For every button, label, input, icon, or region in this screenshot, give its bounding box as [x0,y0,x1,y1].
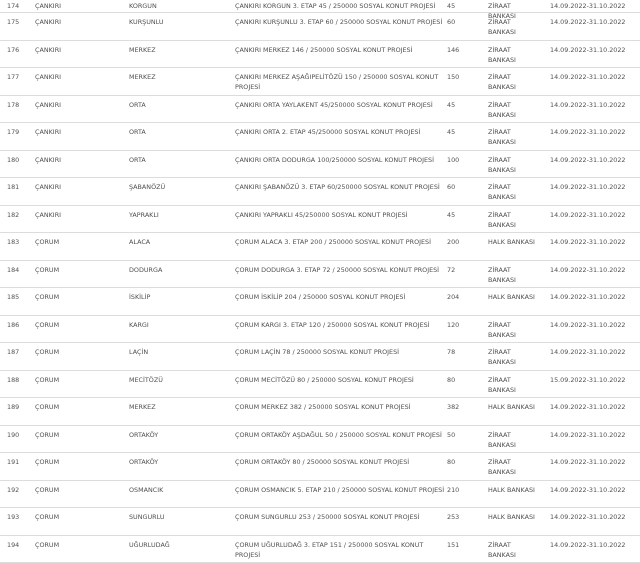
bank-cell: ZİRAAT BANKASI [488,320,538,340]
unit-count-cell: 200 [447,237,459,247]
district-cell: ORTAKÖY [129,430,158,440]
unit-count-cell: 45 [447,1,455,11]
project-name-cell: ÇANKIRI ORTA DODURGA 100/250000 SOSYAL KONUT PROJESİ [235,155,447,165]
date-range-cell: 14.09.2022-31.10.2022 [550,127,626,137]
bank-cell: ZİRAAT BANKASI [488,1,538,21]
bank-cell: ZİRAAT BANKASI [488,72,538,92]
row-number: 174 [7,1,19,11]
district-cell: MECİTÖZÜ [129,375,163,385]
unit-count-cell: 253 [447,512,459,522]
bank-cell: ZİRAAT BANKASI [488,430,538,450]
row-number: 188 [7,375,19,385]
row-number: 194 [7,540,19,550]
date-range-cell: 14.09.2022-31.10.2022 [550,430,626,440]
province-cell: ÇORUM [35,430,59,440]
date-range-cell: 14.09.2022-31.10.2022 [550,347,626,357]
row-number: 189 [7,402,19,412]
bank-cell: ZİRAAT BANKASI [488,45,538,65]
province-cell: ÇORUM [35,265,59,275]
project-name-cell: ÇORUM ORTAKÖY 80 / 250000 SOSYAL KONUT PROJESİ [235,457,447,467]
project-name-cell: ÇANKIRI ŞABANÖZÜ 3. ETAP 60/250000 SOSYAL KONUT PROJESİ [235,182,447,192]
project-name-cell: ÇORUM ALACA 3. ETAP 200 / 250000 SOSYAL KONUT PROJESİ [235,237,447,247]
bank-cell: ZİRAAT BANKASI [488,540,538,560]
table-row [0,96,640,124]
district-cell: ORTA [129,155,146,165]
province-cell: ÇORUM [35,485,59,495]
bank-cell: ZİRAAT BANKASI [488,155,538,175]
province-cell: ÇORUM [35,457,59,467]
project-name-cell: ÇANKIRI YAPRAKLI 45/250000 SOSYAL KONUT PROJESİ [235,210,447,220]
project-name-cell: ÇANKIRI KURŞUNLU 3. ETAP 60 / 250000 SOSYAL KONUT PROJESİ [235,17,447,27]
date-range-cell: 14.09.2022-31.10.2022 [550,237,626,247]
date-range-cell: 14.09.2022-31.10.2022 [550,210,626,220]
row-number: 186 [7,320,19,330]
province-cell: ÇORUM [35,237,59,247]
date-range-cell: 14.09.2022-31.10.2022 [550,402,626,412]
unit-count-cell: 151 [447,540,459,550]
district-cell: DODURGA [129,265,162,275]
date-range-cell: 14.09.2022-31.10.2022 [550,1,626,11]
row-number: 190 [7,430,19,440]
row-number: 177 [7,72,19,82]
project-name-cell: ÇANKIRI ORTA YAYLAKENT 45/250000 SOSYAL KONUT PROJESİ [235,100,447,110]
project-name-cell: ÇORUM UĞURLUDAĞ 3. ETAP 151 / 250000 SOSYAL KONUT PROJESİ [235,540,447,560]
table-row [0,288,640,316]
unit-count-cell: 72 [447,265,455,275]
table-row [0,481,640,509]
project-name-cell: ÇORUM SUNGURLU 253 / 250000 SOSYAL KONUT PROJESİ [235,512,447,522]
district-cell: ŞABANÖZÜ [129,182,165,192]
date-range-cell: 14.09.2022-31.10.2022 [550,265,626,275]
district-cell: ORTA [129,127,146,137]
unit-count-cell: 80 [447,375,455,385]
district-cell: ALACA [129,237,150,247]
bank-cell: HALK BANKASI [488,485,538,495]
row-number: 191 [7,457,19,467]
project-name-cell: ÇANKIRI KORGUN 3. ETAP 45 / 250000 SOSYAL KONUT PROJESİ [235,1,447,11]
unit-count-cell: 210 [447,485,459,495]
table-row [0,0,640,13]
row-number: 192 [7,485,19,495]
province-cell: ÇANKIRI [35,182,61,192]
project-name-cell: ÇORUM MERKEZ 382 / 250000 SOSYAL KONUT PROJESİ [235,402,447,412]
project-name-cell: ÇANKIRI MERKEZ 146 / 250000 SOSYAL KONUT PROJESİ [235,45,447,55]
table-row [0,68,640,96]
province-cell: ÇORUM [35,292,59,302]
province-cell: ÇANKIRI [35,210,61,220]
province-cell: ÇORUM [35,375,59,385]
province-cell: ÇANKIRI [35,100,61,110]
table-row [0,316,640,344]
date-range-cell: 14.09.2022-31.10.2022 [550,17,626,27]
row-number: 184 [7,265,19,275]
district-cell: KURŞUNLU [129,17,164,27]
table-row [0,453,640,481]
row-number: 193 [7,512,19,522]
unit-count-cell: 45 [447,210,455,220]
district-cell: ORTA [129,100,146,110]
row-number: 187 [7,347,19,357]
unit-count-cell: 382 [447,402,459,412]
district-cell: OSMANCIK [129,485,163,495]
bank-cell: HALK BANKASI [488,402,538,412]
row-number: 178 [7,100,19,110]
table-row [0,398,640,426]
date-range-cell: 14.09.2022-31.10.2022 [550,512,626,522]
table-row [0,151,640,179]
unit-count-cell: 60 [447,17,455,27]
row-number: 182 [7,210,19,220]
date-range-cell: 14.09.2022-31.10.2022 [550,45,626,55]
unit-count-cell: 45 [447,100,455,110]
province-cell: ÇANKIRI [35,127,61,137]
table-row [0,41,640,69]
unit-count-cell: 80 [447,457,455,467]
row-number: 185 [7,292,19,302]
unit-count-cell: 78 [447,347,455,357]
project-name-cell: ÇORUM ORTAKÖY AŞDAĞUL 50 / 250000 SOSYAL KONUT PROJESİ [235,430,447,440]
district-cell: KORGUN [129,1,157,11]
province-cell: ÇORUM [35,512,59,522]
row-number: 183 [7,237,19,247]
province-cell: ÇANKIRI [35,45,61,55]
bank-cell: HALK BANKASI [488,292,538,302]
project-name-cell: ÇORUM DODURGA 3. ETAP 72 / 250000 SOSYAL KONUT PROJESİ [235,265,447,275]
table-row [0,206,640,234]
unit-count-cell: 100 [447,155,459,165]
province-cell: ÇORUM [35,320,59,330]
date-range-cell: 14.09.2022-31.10.2022 [550,292,626,302]
project-name-cell: ÇORUM İSKİLİP 204 / 250000 SOSYAL KONUT PROJESİ [235,292,447,302]
table-row [0,261,640,289]
date-range-cell: 14.09.2022-31.10.2022 [550,540,626,550]
province-cell: ÇORUM [35,540,59,550]
bank-cell: ZİRAAT BANKASI [488,375,538,395]
district-cell: SUNGURLU [129,512,165,522]
row-number: 180 [7,155,19,165]
date-range-cell: 14.09.2022-31.10.2022 [550,155,626,165]
table-row [0,371,640,399]
table-row [0,233,640,261]
date-range-cell: 14.09.2022-31.10.2022 [550,457,626,467]
project-name-cell: ÇANKIRI ORTA 2. ETAP 45/250000 SOSYAL KONUT PROJESİ [235,127,447,137]
row-number: 181 [7,182,19,192]
bank-cell: ZİRAAT BANKASI [488,17,538,37]
unit-count-cell: 150 [447,72,459,82]
table-row [0,343,640,371]
row-number: 175 [7,17,19,27]
bank-cell: ZİRAAT BANKASI [488,347,538,367]
district-cell: MERKEZ [129,45,156,55]
table-row [0,508,640,536]
bank-cell: ZİRAAT BANKASI [488,127,538,147]
table-row [0,178,640,206]
district-cell: UĞURLUDAĞ [129,540,170,550]
unit-count-cell: 204 [447,292,459,302]
date-range-cell: 14.09.2022-31.10.2022 [550,182,626,192]
date-range-cell: 14.09.2022-31.10.2022 [550,100,626,110]
district-cell: KARGI [129,320,149,330]
table-row [0,426,640,454]
date-range-cell: 14.09.2022-31.10.2022 [550,320,626,330]
project-name-cell: ÇORUM LAÇİN 78 / 250000 SOSYAL KONUT PROJESİ [235,347,447,357]
project-name-cell: ÇORUM KARGI 3. ETAP 120 / 250000 SOSYAL KONUT PROJESİ [235,320,447,330]
province-cell: ÇORUM [35,402,59,412]
row-number: 179 [7,127,19,137]
bank-cell: ZİRAAT BANKASI [488,182,538,202]
district-cell: YAPRAKLI [129,210,159,220]
province-cell: ÇANKIRI [35,155,61,165]
province-cell: ÇORUM [35,347,59,357]
district-cell: MERKEZ [129,402,156,412]
district-cell: ORTAKÖY [129,457,158,467]
bank-cell: ZİRAAT BANKASI [488,100,538,120]
district-cell: LAÇİN [129,347,148,357]
bank-cell: ZİRAAT BANKASI [488,265,538,285]
row-number: 176 [7,45,19,55]
unit-count-cell: 45 [447,127,455,137]
province-cell: ÇANKIRI [35,1,61,11]
province-cell: ÇANKIRI [35,17,61,27]
province-cell: ÇANKIRI [35,72,61,82]
unit-count-cell: 146 [447,45,459,55]
bank-cell: HALK BANKASI [488,237,538,247]
date-range-cell: 14.09.2022-31.10.2022 [550,485,626,495]
unit-count-cell: 60 [447,182,455,192]
table-row [0,13,640,41]
bank-cell: ZİRAAT BANKASI [488,210,538,230]
unit-count-cell: 120 [447,320,459,330]
date-range-cell: 15.09.2022-31.10.2022 [550,375,626,385]
project-name-cell: ÇORUM OSMANCIK 5. ETAP 210 / 250000 SOSYAL KONUT PROJESİ [235,485,447,495]
table-row [0,123,640,151]
district-cell: MERKEZ [129,72,156,82]
date-range-cell: 14.09.2022-31.10.2022 [550,72,626,82]
unit-count-cell: 50 [447,430,455,440]
bank-cell: HALK BANKASI [488,512,538,522]
project-name-cell: ÇANKIRI MERKEZ AŞAĞIPELİTÖZÜ 150 / 250000 SOSYAL KONUT PROJESİ [235,72,447,92]
bank-cell: ZİRAAT BANKASI [488,457,538,477]
project-name-cell: ÇORUM MECİTÖZÜ 80 / 250000 SOSYAL KONUT PROJESİ [235,375,447,385]
district-cell: İSKİLİP [129,292,150,302]
